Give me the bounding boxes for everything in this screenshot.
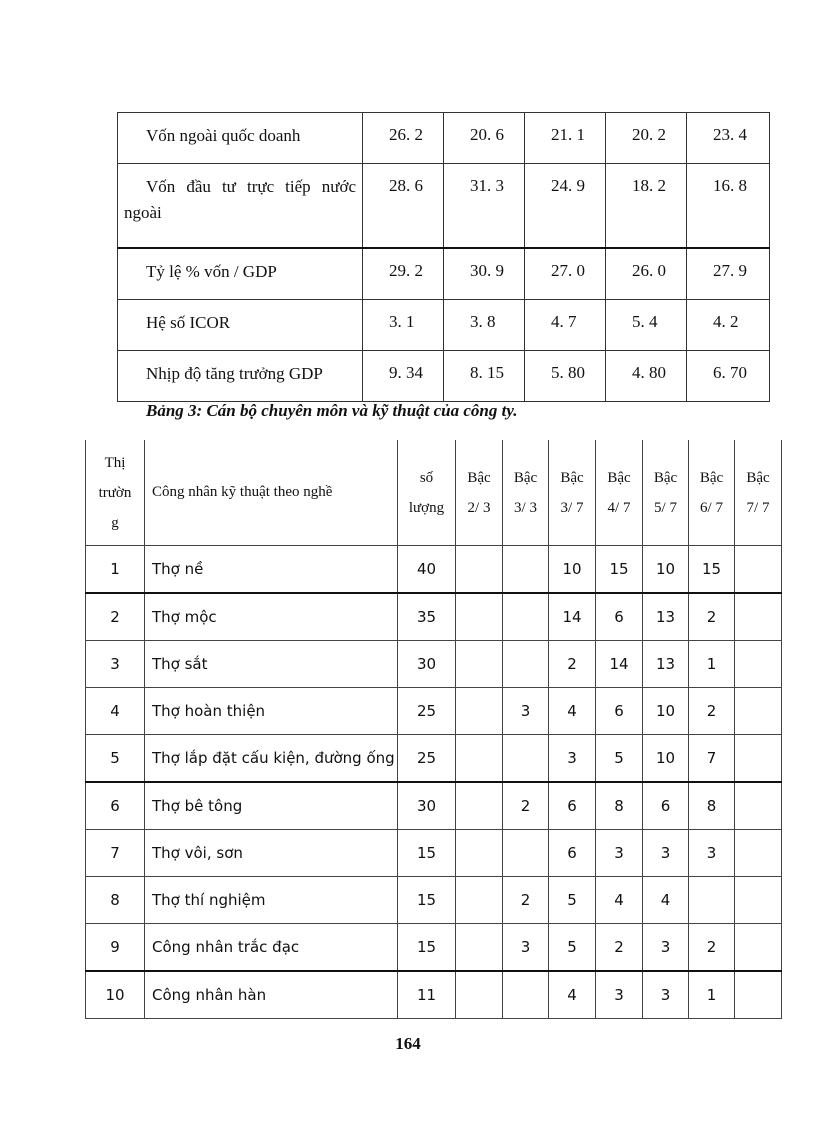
grade-cell: 3 xyxy=(643,971,689,1019)
table-row xyxy=(86,971,782,1019)
header-grade-text xyxy=(735,463,781,523)
grade-cell: 2 xyxy=(596,924,643,972)
header-text: Bậc xyxy=(560,469,584,486)
grade-cell xyxy=(689,877,735,924)
value-cell: 21. 1 xyxy=(525,113,606,164)
header-trade: Công nhân kỹ thuật theo nghề xyxy=(145,440,398,546)
grade-cell: 3 xyxy=(689,830,735,877)
grade-cell: 10 xyxy=(643,688,689,735)
quantity-cell: 35 xyxy=(398,593,456,641)
row-label-cell xyxy=(118,164,363,249)
grade-cell: 4 xyxy=(596,877,643,924)
grade-cell xyxy=(735,971,782,1019)
value-cell: 5. 80 xyxy=(525,351,606,402)
trade-name: Thợ vôi, sơn xyxy=(145,830,398,877)
value-cell: 31. 3 xyxy=(444,164,525,249)
value-cell: 3. 1 xyxy=(363,300,444,351)
grade-cell xyxy=(503,593,549,641)
row-index: 9 xyxy=(86,924,145,972)
header-grade-text xyxy=(643,463,688,523)
grade-cell: 10 xyxy=(643,546,689,594)
header-quantity xyxy=(398,440,456,546)
header-text: lượng xyxy=(408,499,445,516)
row-index: 8 xyxy=(86,877,145,924)
grade-cell: 1 xyxy=(689,971,735,1019)
quantity-cell: 15 xyxy=(398,924,456,972)
row-index: 1 xyxy=(86,546,145,594)
header-grade xyxy=(456,440,503,546)
trade-name: Thợ mộc xyxy=(145,593,398,641)
header-grade xyxy=(689,440,735,546)
grade-cell xyxy=(735,735,782,783)
grade-cell: 3 xyxy=(549,735,596,783)
value-cell: 24. 9 xyxy=(525,164,606,249)
trade-name: Thợ sắt xyxy=(145,641,398,688)
quantity-cell: 25 xyxy=(398,688,456,735)
header-grade xyxy=(549,440,596,546)
header-grade-text xyxy=(596,463,642,523)
grade-cell xyxy=(503,641,549,688)
table-row xyxy=(86,782,782,830)
table-row xyxy=(86,735,782,783)
table-row xyxy=(86,924,782,972)
value-cell: 20. 2 xyxy=(606,113,687,164)
grade-cell xyxy=(456,877,503,924)
grade-cell xyxy=(503,735,549,783)
grade-cell: 2 xyxy=(689,688,735,735)
row-label-cell xyxy=(118,300,363,351)
grade-cell xyxy=(456,546,503,594)
value-cell: 26. 0 xyxy=(606,248,687,300)
header-text: Bậc xyxy=(607,469,631,486)
quantity-cell: 25 xyxy=(398,735,456,783)
grade-cell: 6 xyxy=(643,782,689,830)
grade-cell: 1 xyxy=(689,641,735,688)
row-label: Tỷ lệ % vốn / GDP xyxy=(146,262,277,281)
grade-cell: 10 xyxy=(549,546,596,594)
value-cell: 9. 34 xyxy=(363,351,444,402)
grade-cell: 5 xyxy=(596,735,643,783)
grade-cell: 7 xyxy=(689,735,735,783)
trade-name: Thợ hoàn thiện xyxy=(145,688,398,735)
grade-cell xyxy=(456,593,503,641)
grade-cell xyxy=(456,782,503,830)
grade-cell xyxy=(503,971,549,1019)
table-row xyxy=(118,113,770,164)
grade-cell xyxy=(735,546,782,594)
grade-cell: 6 xyxy=(549,830,596,877)
table-row xyxy=(86,641,782,688)
header-text: 3/ 7 xyxy=(560,499,584,516)
value-cell: 5. 4 xyxy=(606,300,687,351)
value-cell: 20. 6 xyxy=(444,113,525,164)
table-row xyxy=(86,877,782,924)
value-cell: 4. 80 xyxy=(606,351,687,402)
grade-cell: 13 xyxy=(643,593,689,641)
quantity-cell: 40 xyxy=(398,546,456,594)
header-text: Bậc xyxy=(699,469,724,486)
value-cell: 3. 8 xyxy=(444,300,525,351)
row-index: 7 xyxy=(86,830,145,877)
header-text: 4/ 7 xyxy=(607,499,631,516)
table-header-row xyxy=(86,440,782,546)
table-row xyxy=(118,351,770,402)
table-row xyxy=(86,688,782,735)
table-row xyxy=(118,300,770,351)
row-label: Vốn đầu tư trực tiếp nước ngoài xyxy=(124,177,356,222)
header-text: số xyxy=(419,469,434,486)
grade-cell: 14 xyxy=(549,593,596,641)
quantity-cell: 30 xyxy=(398,782,456,830)
value-cell: 4. 2 xyxy=(687,300,770,351)
grade-cell: 3 xyxy=(503,924,549,972)
row-label: Hệ số ICOR xyxy=(146,313,231,332)
row-index: 6 xyxy=(86,782,145,830)
grade-cell: 8 xyxy=(596,782,643,830)
row-label-cell xyxy=(118,351,363,402)
header-text: Bậc xyxy=(513,469,538,486)
grade-cell: 3 xyxy=(643,830,689,877)
staff-table xyxy=(85,440,782,1019)
header-text: g xyxy=(111,514,119,531)
value-cell: 29. 2 xyxy=(363,248,444,300)
header-text: Bậc xyxy=(653,469,678,486)
quantity-cell: 15 xyxy=(398,830,456,877)
grade-cell: 13 xyxy=(643,641,689,688)
header-grade-text xyxy=(503,463,548,523)
table-row xyxy=(86,546,782,594)
header-grade-text xyxy=(456,463,502,523)
row-label-cell xyxy=(118,248,363,300)
quantity-cell: 15 xyxy=(398,877,456,924)
value-cell: 4. 7 xyxy=(525,300,606,351)
grade-cell: 6 xyxy=(596,593,643,641)
header-market xyxy=(86,440,145,546)
grade-cell xyxy=(456,641,503,688)
grade-cell: 2 xyxy=(503,877,549,924)
value-cell: 27. 0 xyxy=(525,248,606,300)
value-cell: 23. 4 xyxy=(687,113,770,164)
grade-cell xyxy=(456,688,503,735)
grade-cell xyxy=(735,782,782,830)
grade-cell: 2 xyxy=(503,782,549,830)
table-caption: Bảng 3: Cán bộ chuyên môn và kỹ thuật của công ty. xyxy=(146,401,518,420)
grade-cell xyxy=(735,593,782,641)
grade-cell xyxy=(503,830,549,877)
trade-name: Thợ nề xyxy=(145,546,398,594)
trade-name: Công nhân trắc đạc xyxy=(145,924,398,972)
header-text: Bậc xyxy=(467,469,491,486)
header-text: 6/ 7 xyxy=(700,499,723,516)
grade-cell: 2 xyxy=(689,924,735,972)
grade-cell: 3 xyxy=(596,830,643,877)
header-text: 5/ 7 xyxy=(654,499,677,516)
grade-cell: 5 xyxy=(549,877,596,924)
header-text: 2/ 3 xyxy=(467,499,491,516)
table-row xyxy=(118,164,770,249)
page-number: 164 xyxy=(395,1034,421,1053)
header-grade-text xyxy=(689,463,734,523)
grade-cell: 2 xyxy=(689,593,735,641)
header-text: Bậc xyxy=(746,469,770,486)
trade-name: Thợ lắp đặt cấu kiện, đường ống xyxy=(145,735,398,783)
header-text: Thị xyxy=(104,454,126,471)
value-cell: 8. 15 xyxy=(444,351,525,402)
row-index: 5 xyxy=(86,735,145,783)
grade-cell: 15 xyxy=(596,546,643,594)
grade-cell: 3 xyxy=(643,924,689,972)
grade-cell xyxy=(503,546,549,594)
trade-name: Thợ thí nghiệm xyxy=(145,877,398,924)
value-cell: 26. 2 xyxy=(363,113,444,164)
grade-cell: 6 xyxy=(596,688,643,735)
grade-cell: 6 xyxy=(549,782,596,830)
grade-cell xyxy=(735,641,782,688)
header-grade xyxy=(503,440,549,546)
grade-cell: 3 xyxy=(596,971,643,1019)
row-label: Vốn ngoài quốc doanh xyxy=(146,126,301,145)
header-text: 7/ 7 xyxy=(746,499,770,516)
table-row xyxy=(118,248,770,300)
value-cell: 28. 6 xyxy=(363,164,444,249)
header-grade xyxy=(643,440,689,546)
header-grade xyxy=(596,440,643,546)
row-index: 4 xyxy=(86,688,145,735)
grade-cell: 10 xyxy=(643,735,689,783)
header-text: trườn xyxy=(98,484,132,501)
grade-cell xyxy=(456,830,503,877)
row-index: 3 xyxy=(86,641,145,688)
quantity-cell: 11 xyxy=(398,971,456,1019)
grade-cell xyxy=(735,688,782,735)
row-label: Nhịp độ tăng trưởng GDP xyxy=(146,364,323,383)
row-label-cell xyxy=(118,113,363,164)
value-cell: 16. 8 xyxy=(687,164,770,249)
quantity-cell: 30 xyxy=(398,641,456,688)
grade-cell: 8 xyxy=(689,782,735,830)
row-index: 10 xyxy=(86,971,145,1019)
header-grade-text xyxy=(549,463,595,523)
grade-cell: 15 xyxy=(689,546,735,594)
grade-cell xyxy=(735,830,782,877)
grade-cell xyxy=(456,735,503,783)
grade-cell: 2 xyxy=(549,641,596,688)
header-text: 3/ 3 xyxy=(514,499,537,516)
grade-cell: 14 xyxy=(596,641,643,688)
value-cell: 6. 70 xyxy=(687,351,770,402)
trade-name: Thợ bê tông xyxy=(145,782,398,830)
table-row xyxy=(86,593,782,641)
grade-cell: 4 xyxy=(549,688,596,735)
value-cell: 27. 9 xyxy=(687,248,770,300)
trade-name: Công nhân hàn xyxy=(145,971,398,1019)
grade-cell xyxy=(735,924,782,972)
investment-table xyxy=(117,112,770,402)
value-cell: 18. 2 xyxy=(606,164,687,249)
grade-cell xyxy=(456,924,503,972)
grade-cell: 4 xyxy=(643,877,689,924)
header-grade xyxy=(735,440,782,546)
grade-cell xyxy=(735,877,782,924)
grade-cell: 4 xyxy=(549,971,596,1019)
row-index: 2 xyxy=(86,593,145,641)
table-row xyxy=(86,830,782,877)
grade-cell xyxy=(456,971,503,1019)
grade-cell: 3 xyxy=(503,688,549,735)
value-cell: 30. 9 xyxy=(444,248,525,300)
grade-cell: 5 xyxy=(549,924,596,972)
